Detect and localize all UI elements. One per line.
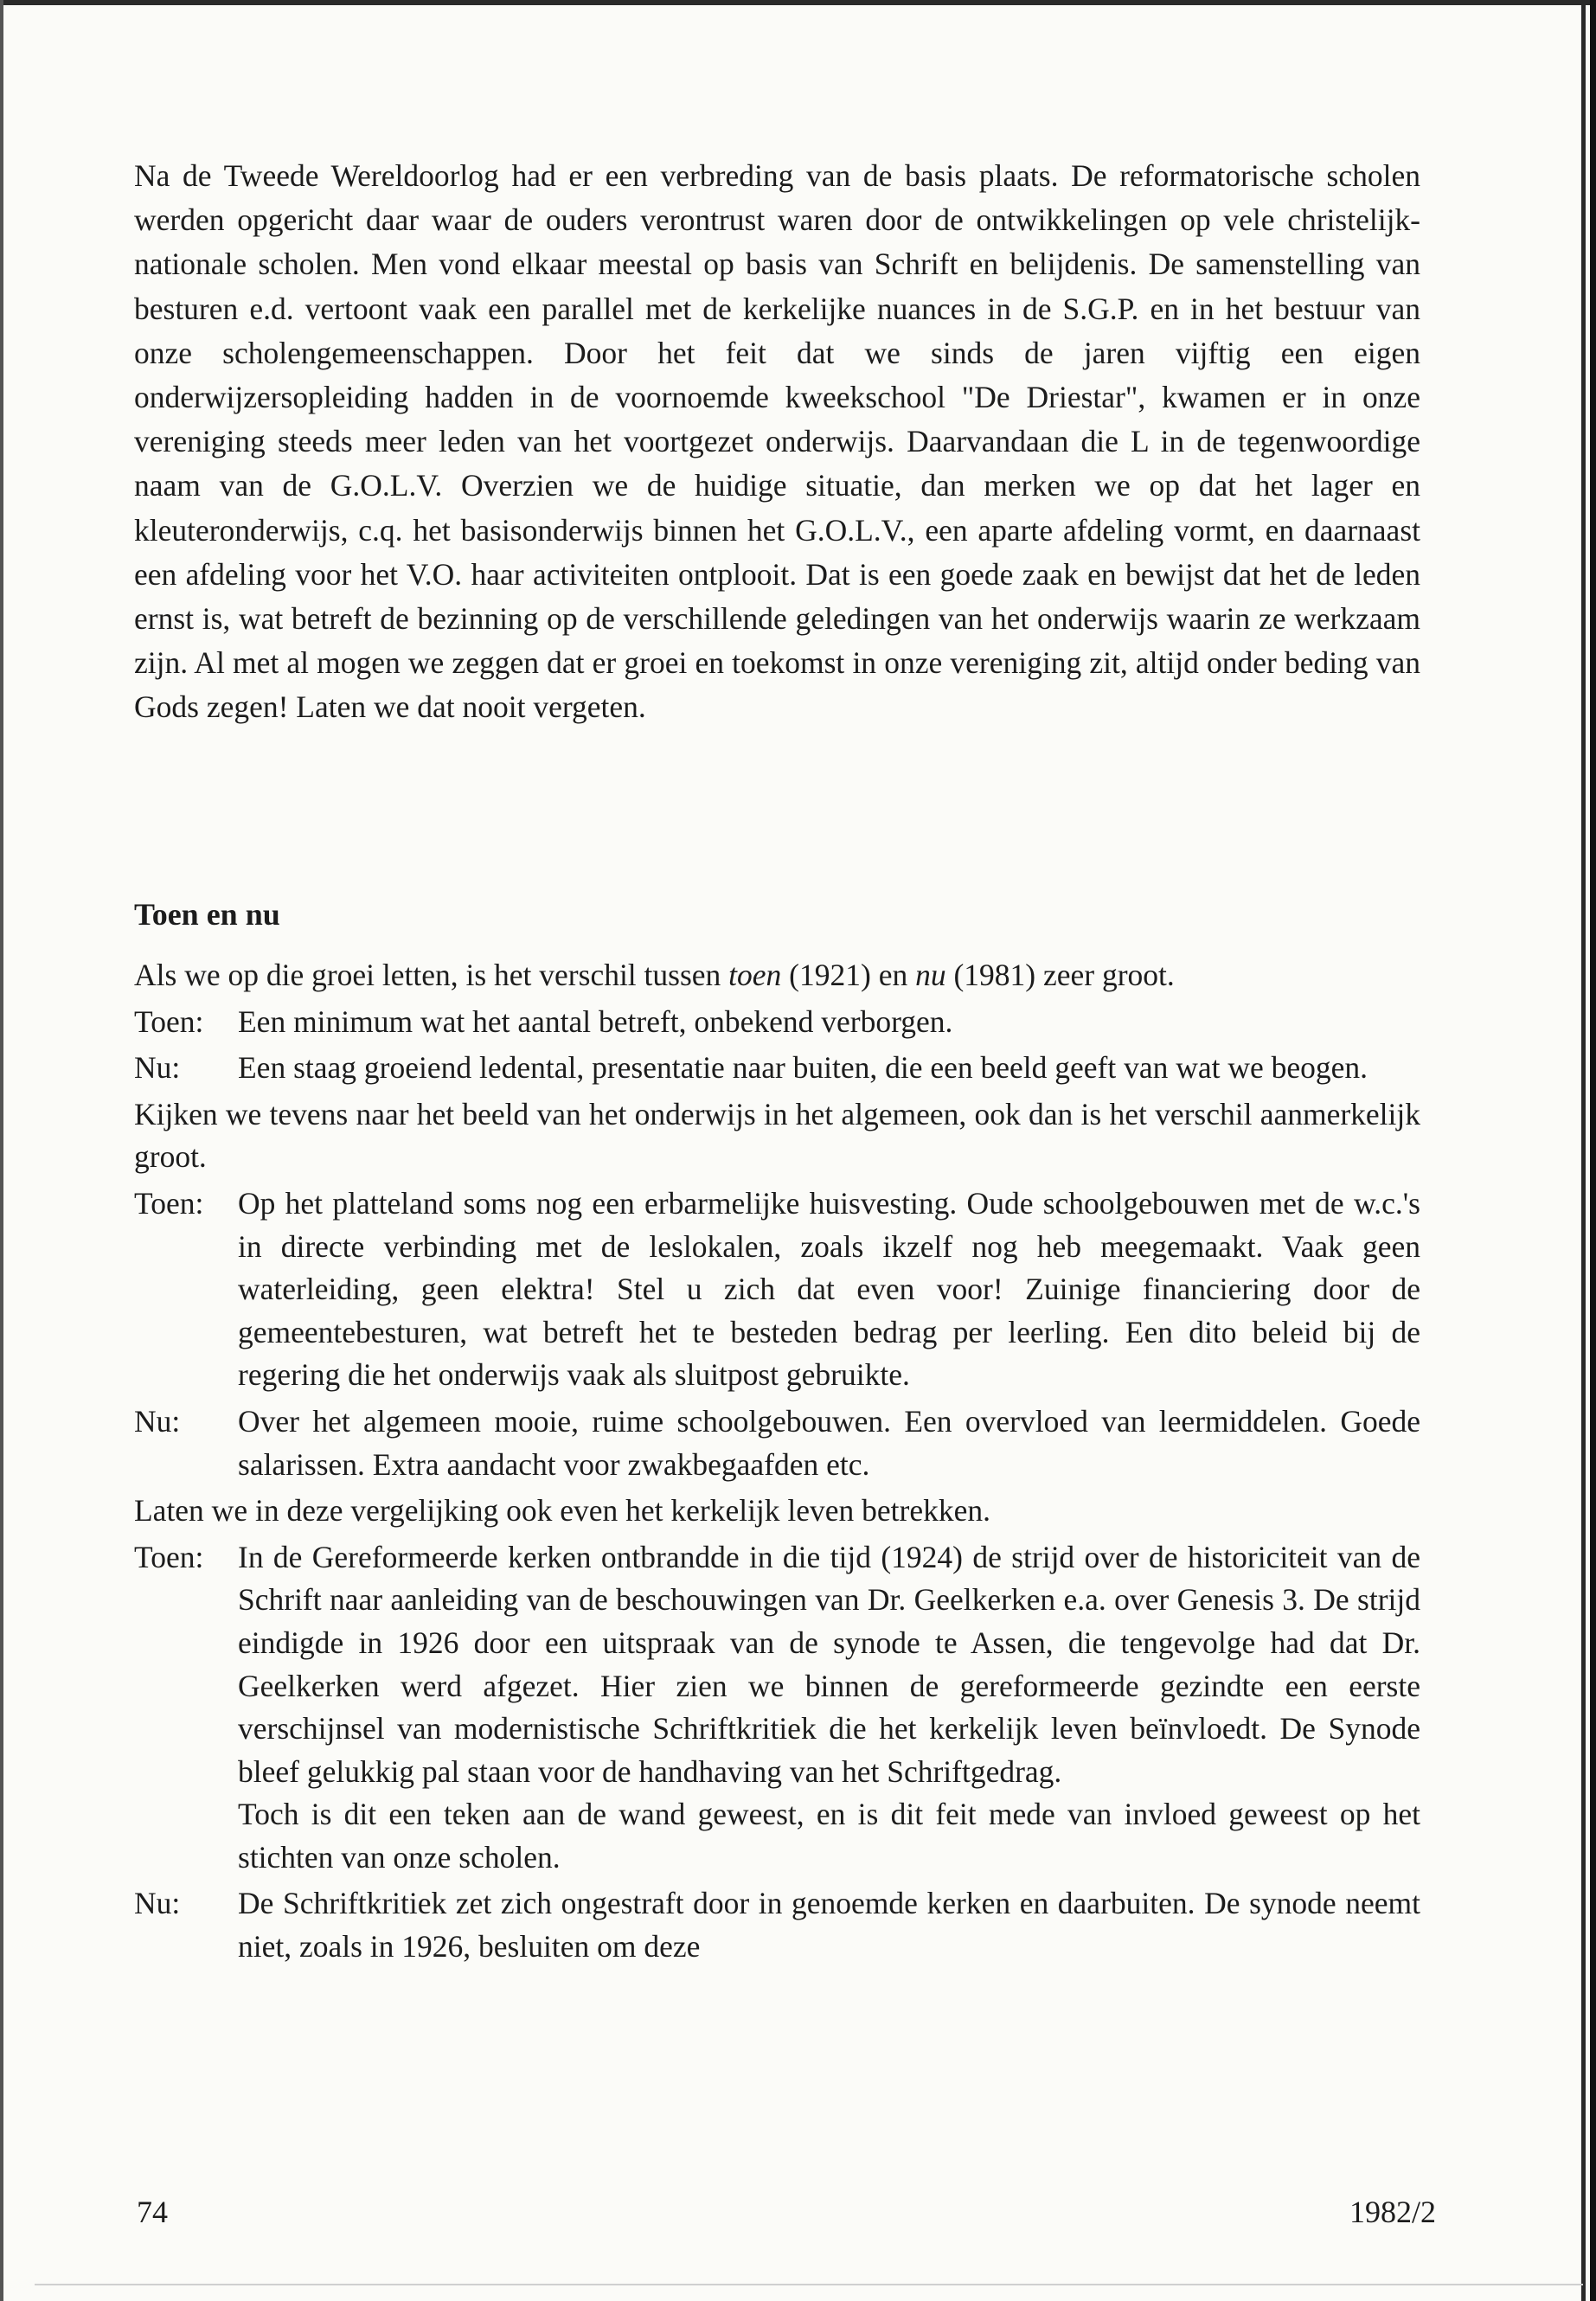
paragraph-groei [134,954,1420,997]
entry-label: Toen: [134,1539,204,1574]
toen-en-nu-section [134,954,1420,1972]
section-heading: Toen en nu [134,897,280,932]
entry-toen-3 [134,1536,1420,1880]
intro-paragraph: Na de Tweede Wereldoorlog had er een verbreding van de basis plaats. De reformatorische scholen werden opgericht daar waar de ouders verontrust waren door de ontwikkelingen op vele christelijk-nationale scholen. Men vond elkaar meestal op basis van Schrift en belijdenis. De samenstelling van besturen e.d. vertoont vaak een parallel met de kerkelijke nuances in de S.G.P. en in het bestuur van onze scholengemeenschappen. Door het feit dat we sinds de jaren vijftig een eigen onderwijzersopleiding hadden in de voornoemde kweekschool "De Driestar", kwamen er in onze vereniging steeds meer leden van het voortgezet onderwijs. Daarvandaan die L in de tegenwoordige naam van de G.O.L.V. Overzien we de huidige situatie, dan merken we op dat het lager en kleuteronderwijs, c.q. het basisonderwijs binnen het G.O.L.V., een aparte afdeling vormt, en daarnaast een afdeling voor het V.O. haar activiteiten ontplooit. Dat is een goede zaak en bewijst dat het de leden ernst is, wat betreft de bezinning op de verschillende geledingen van het onderwijs waarin ze werkzaam zijn. Al met al mogen we zeggen dat er groei en toekomst in onze vereniging zit, altijd onder beding van Gods zegen! Laten we dat nooit vergeten. [134,158,1420,725]
issue-number: 1982/2 [1349,2195,1437,2229]
intro-column [134,154,1420,730]
entry-text: Een minimum wat het aantal betreft, onbekend verborgen. [238,1003,953,1039]
entry-text-continued: Toch is dit een teken aan de wand geweest, en is dit feit mede van invloed geweest op het stichten van onze scholen. [238,1797,1420,1875]
entry-toen-1 [134,1001,1420,1044]
text-run: (1921) en [781,958,916,992]
entry-label: Toen: [134,1185,204,1221]
emphasis-nu: nu [915,958,946,992]
text-run: (1981) zeer groot. [945,958,1175,992]
entry-text: Over het algemeen mooie, ruime schoolgebouwen. Een overvloed van leermiddelen. Goede salarissen. Extra aandacht voor zwakbegaafden etc. [238,1403,1420,1482]
entry-text: Een staag groeiend ledental, presentatie naar buiten, die een beeld geeft van wat we beogen. [238,1050,1368,1086]
entry-text: De Schriftkritiek zet zich ongestraft door in genoemde kerken en daarbuiten. De synode neemt niet, zoals in 1926, besluiten om deze [238,1886,1420,1965]
entry-text: In de Gereformeerde kerken ontbrandde in die tijd (1924) de strijd over de historiciteit van de Schrift naar aanleiding van de beschouwingen van Dr. Geelkerken e.a. over Genesis 3. De strijd eindigde in 1926 door een uitspraak van de synode te Assen, die tengevolge had dat Dr. Geelkerken werd afgezet. Hier zien we binnen de gereformeerde gezindte een eerste verschijnsel van modernistische Schriftkritiek die het kerkelijk leven beïnvloedt. De Synode bleef gelukkig pal staan voor de handhaving van het Schriftgedrag. [238,1539,1420,1789]
entry-label: Nu: [134,1050,181,1086]
paragraph-kerkelijk: Laten we in deze vergelijking ook even het kerkelijk leven betrekken. [134,1493,990,1529]
entry-toen-2 [134,1183,1420,1397]
page-number: 74 [137,2195,168,2229]
scan-edge-left [0,0,3,2301]
scan-edge-bottom [35,2284,1583,2285]
entry-nu-1 [134,1047,1420,1090]
scan-edge-right [1581,0,1586,2301]
entry-nu-2 [134,1400,1420,1486]
entry-label: Nu: [134,1886,181,1921]
paragraph-onderwijs: Kijken we tevens naar het beeld van het onderwijs in het algemeen, ook dan is het verschil aanmerkelijk groot. [134,1096,1420,1175]
scan-edge-right-outer [1590,0,1596,2301]
entry-label: Nu: [134,1403,181,1439]
entry-label: Toen: [134,1003,204,1039]
entry-nu-3 [134,1882,1420,1968]
text-run: Als we op die groei letten, is het verschil tussen [134,958,729,992]
entry-text: Op het platteland soms nog een erbarmelijke huisvesting. Oude schoolgebouwen met de w.c.'s in directe verbinding met de leslokalen, zoals ikzelf nog heb meegemaakt. Vaak geen waterleiding, geen elektra! Stel u zich dat even voor! Zuinige financiering door de gemeentebesturen, wat betreft het te besteden bedrag per leerling. Een dito beleid bij de regering die het onderwijs vaak als sluitpost gebruikte. [238,1185,1420,1393]
emphasis-toen: toen [728,958,782,992]
scan-edge-top [0,0,1596,5]
